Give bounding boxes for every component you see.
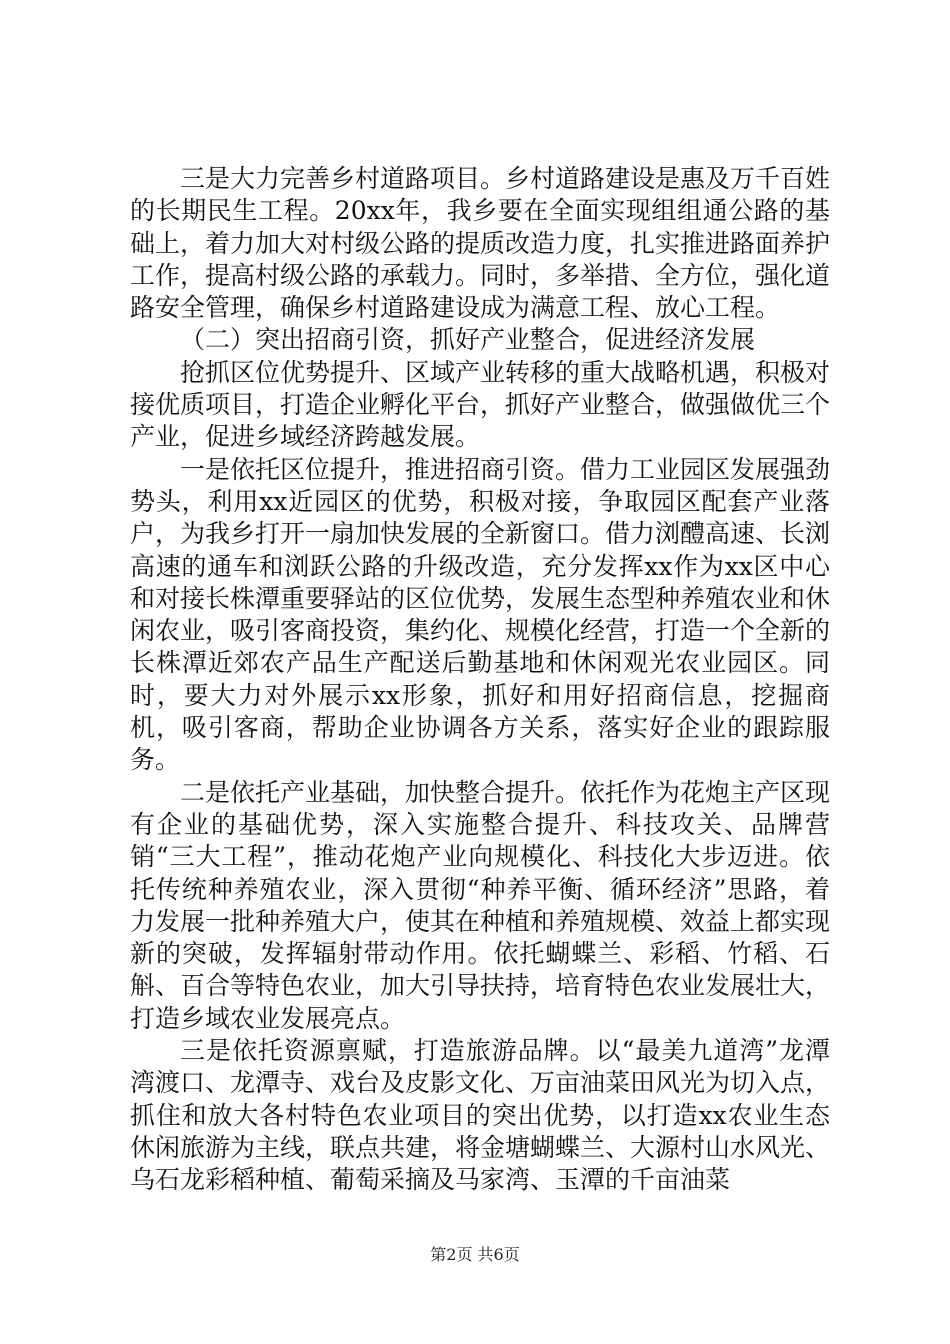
paragraph-tourism-brand: 三是依托资源禀赋，打造旅游品牌。以“最美九道湾”龙潭湾渡口、龙潭寺、戏台及皮影文化、万亩油菜田风光为切入点，抓住和放大各村特色农业项目的突出优势，以打造xx农业生态休闲旅游为主线，联点共建，将金塘蝴蝶兰、大源村山水风光、乌石龙彩稻种植、葡萄采摘及马家湾、玉潭的千亩油菜: [130, 1036, 831, 1195]
section-heading-investment: （二）突出招商引资，抓好产业整合，促进经济发展: [180, 325, 756, 355]
document-body: [130, 163, 830, 1197]
paragraph-road-project: 三是大力完善乡村道路项目。乡村道路建设是惠及万千百姓的长期民生工程。20xx年，我乡要在全面实现组组通公路的基础上，着力加大对村级公路的提质改造力度，扎实推进路面养护工作，提高村级公路的承载力。同时，多举措、全方位，强化道路安全管理，确保乡村道路建设成为满意工程、放心工程。: [130, 164, 831, 323]
paragraph-location-investment: 一是依托区位提升，推进招商引资。借力工业园区发展强劲势头，利用xx近园区的优势，积极对接，争取园区配套产业落户，为我乡打开一扇加快发展的全新窗口。借力浏醴高速、长浏高速的通车和浏跃公路的升级改造，充分发挥xx作为xx区中心和对接长株潭重要驿站的区位优势，发展生态型种养殖农业和休闲农业，吸引客商投资，集约化、规模化经营，打造一个全新的长株潭近郊农产品生产配送后勤基地和休闲观光农业园区。同时，要大力对外展示xx形象，抓好和用好招商信息，挖掘商机，吸引客商，帮助企业协调各方关系，落实好企业的跟踪服务。: [130, 454, 831, 775]
paragraph-opportunity: 抢抓区位优势提升、区域产业转移的重大战略机遇，积极对接优质项目，打造企业孵化平台，抓好产业整合，做强做优三个产业，促进乡域经济跨越发展。: [130, 357, 831, 452]
paragraph-industry-integration: 二是依托产业基础，加快整合提升。依托作为花炮主产区现有企业的基础优势，深入实施整合提升、科技攻关、品牌营销“三大工程”，推动花炮产业向规模化、科技化大步迈进。依托传统种养殖农业，深入贯彻“种养平衡、循环经济”思路，着力发展一批种养殖大户，使其在种植和养殖规模、效益上都实现新的突破，发挥辐射带动作用。依托蝴蝶兰、彩稻、竹稻、石斛、百合等特色农业，加大引导扶持，培育特色农业发展壮大，打造乡域农业发展亮点。: [130, 777, 831, 1033]
page-number-footer: 第2页 共6页: [430, 1245, 520, 1264]
